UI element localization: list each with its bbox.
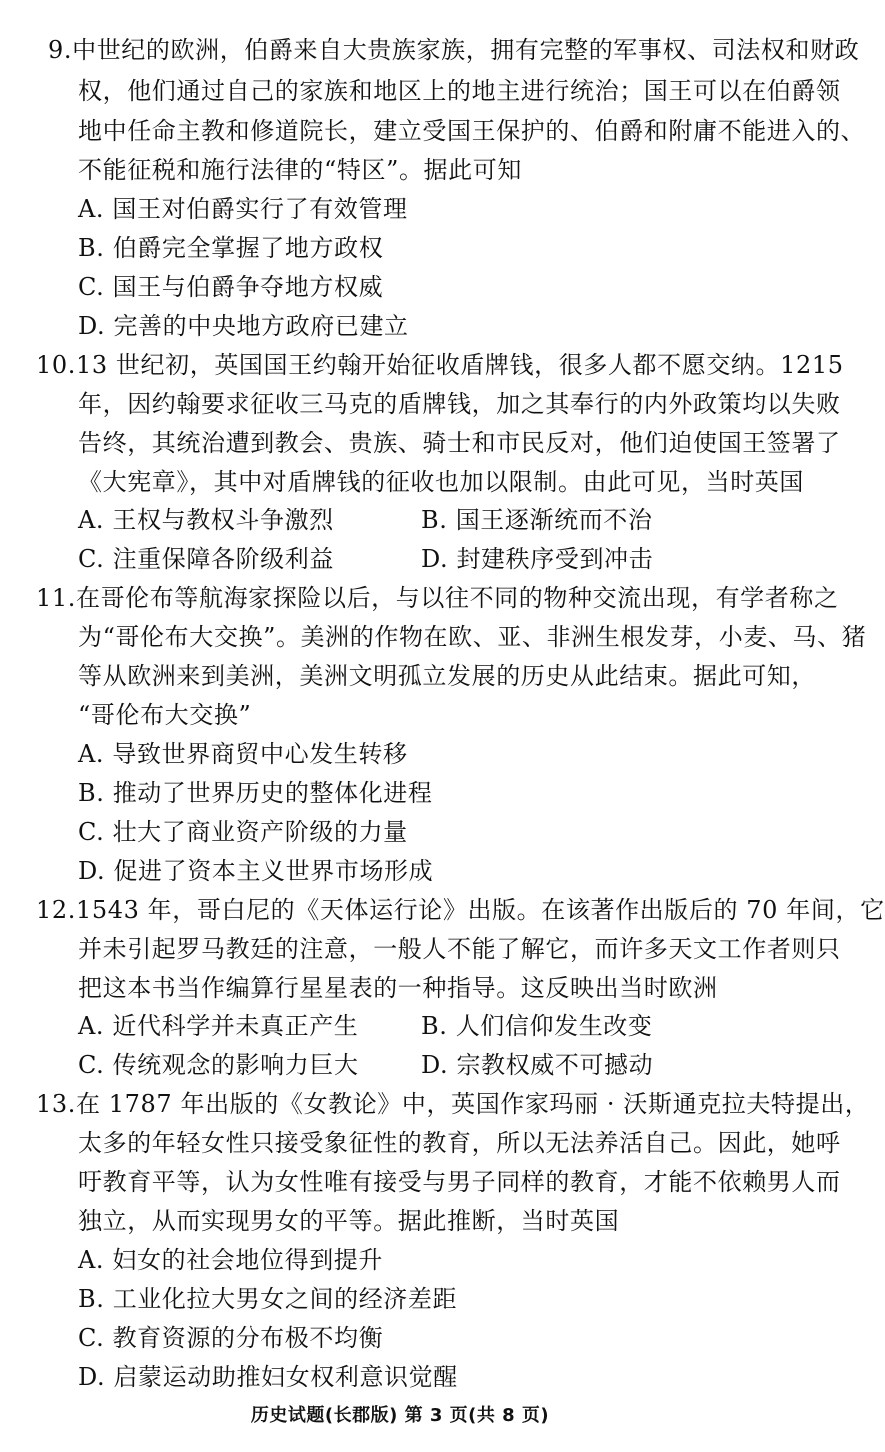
question-11-line-1 <box>36 578 839 618</box>
question-12-option-c: C. 传统观念的影响力巨大 <box>78 1051 359 1079</box>
question-11-line-4: “哥伦布大交换” <box>78 701 252 729</box>
question-10-option-c: C. 注重保障各阶级利益 <box>78 545 334 573</box>
question-stem-text: 在哥伦布等航海家探险以后，与以往不同的物种交流出现，有学者称之 <box>75 584 839 612</box>
question-13-option-a: A. 妇女的社会地位得到提升 <box>78 1246 383 1274</box>
question-12-line-2: 并未引起罗马教廷的注意，一般人不能了解它，而许多天文工作者则只 <box>78 935 841 963</box>
question-stem-text: 13 世纪初，英国国王约翰开始征收盾牌钱，很多人都不愿交纳。1215 <box>75 351 844 379</box>
question-number: 12. <box>36 896 76 924</box>
question-11-line-2: 为“哥伦布大交换”。美洲的作物在欧、亚、非洲生根发芽，小麦、马、猪 <box>78 623 867 651</box>
question-9-line-4: 不能征税和施行法律的“特区”。据此可知 <box>78 156 522 184</box>
question-11-option-a: A. 导致世界商贸中心发生转移 <box>78 740 408 768</box>
question-9-option-a: A. 国王对伯爵实行了有效管理 <box>78 195 408 223</box>
question-13-line-3: 吁教育平等，认为女性唯有接受与男子同样的教育，才能不依赖男人而 <box>78 1168 841 1196</box>
question-12-option-d: D. 宗教权威不可撼动 <box>421 1051 654 1079</box>
question-12-line-1 <box>36 890 885 930</box>
question-10-line-4: 《大宪章》，其中对盾牌钱的征收也加以限制。由此可见，当时英国 <box>78 468 804 496</box>
question-number: 11. <box>36 584 76 612</box>
question-13-option-c: C. 教育资源的分布极不均衡 <box>78 1324 384 1352</box>
question-11-option-b: B. 推动了世界历史的整体化进程 <box>78 779 433 807</box>
question-stem-text: 在 1787 年出版的《女教论》中，英国作家玛丽 · 沃斯通克拉夫特提出， <box>75 1090 870 1118</box>
question-number: 10. <box>36 351 76 379</box>
question-10-option-d: D. 封建秩序受到冲击 <box>421 545 654 573</box>
question-12-option-a: A. 近代科学并未真正产生 <box>78 1012 359 1040</box>
question-13-line-4: 独立，从而实现男女的平等。据此推断，当时英国 <box>78 1207 620 1235</box>
question-12-option-b: B. 人们信仰发生改变 <box>421 1012 653 1040</box>
question-9-option-c: C. 国王与伯爵争夺地方权威 <box>78 273 384 301</box>
question-11-line-3: 等从欧洲来到美洲，美洲文明孤立发展的历史从此结束。据此可知， <box>78 662 816 690</box>
question-stem-text: 中世纪的欧洲，伯爵来自大贵族家族，拥有完整的军事权、司法权和财政 <box>72 36 860 64</box>
question-9-line-1 <box>48 30 859 70</box>
question-9-line-2: 权，他们通过自己的家族和地区上的地主进行统治；国王可以在伯爵领 <box>78 77 841 105</box>
question-11-option-d: D. 促进了资本主义世界市场形成 <box>78 857 434 885</box>
question-9-option-d: D. 完善的中央地方政府已建立 <box>78 312 409 340</box>
question-10-line-2: 年，因约翰要求征收三马克的盾牌钱，加之其奉行的内外政策均以失败 <box>78 390 841 418</box>
question-12-line-3: 把这本书当作编算行星星表的一种指导。这反映出当时欧洲 <box>78 974 718 1002</box>
question-11-option-c: C. 壮大了商业资产阶级的力量 <box>78 818 408 846</box>
question-number: 13. <box>36 1090 76 1118</box>
question-13-option-b: B. 工业化拉大男女之间的经济差距 <box>78 1285 458 1313</box>
question-10-option-a: A. 王权与教权斗争激烈 <box>78 506 334 534</box>
question-13-line-1 <box>36 1084 869 1124</box>
question-9-option-b: B. 伯爵完全掌握了地方政权 <box>78 234 384 262</box>
question-stem-text: 1543 年，哥白尼的《天体运行论》出版。在该著作出版后的 70 年间，它 <box>75 896 885 924</box>
question-9-line-3: 地中任命主教和修道院长，建立受国王保护的、伯爵和附庸不能进入的、 <box>78 117 866 145</box>
question-number: 9. <box>48 36 73 64</box>
question-13-line-2: 太多的年轻女性只接受象征性的教育，所以无法养活自己。因此，她呼 <box>78 1129 841 1157</box>
question-13-option-d: D. 启蒙运动助推妇女权利意识觉醒 <box>78 1363 458 1391</box>
page-footer: 历史试题(长郡版) 第 3 页(共 8 页) <box>250 1405 550 1426</box>
question-10-line-3: 告终，其统治遭到教会、贵族、骑士和市民反对，他们迫使国王签署了 <box>78 429 841 457</box>
question-10-option-b: B. 国王逐渐统而不治 <box>421 506 653 534</box>
question-10-line-1 <box>36 345 844 385</box>
